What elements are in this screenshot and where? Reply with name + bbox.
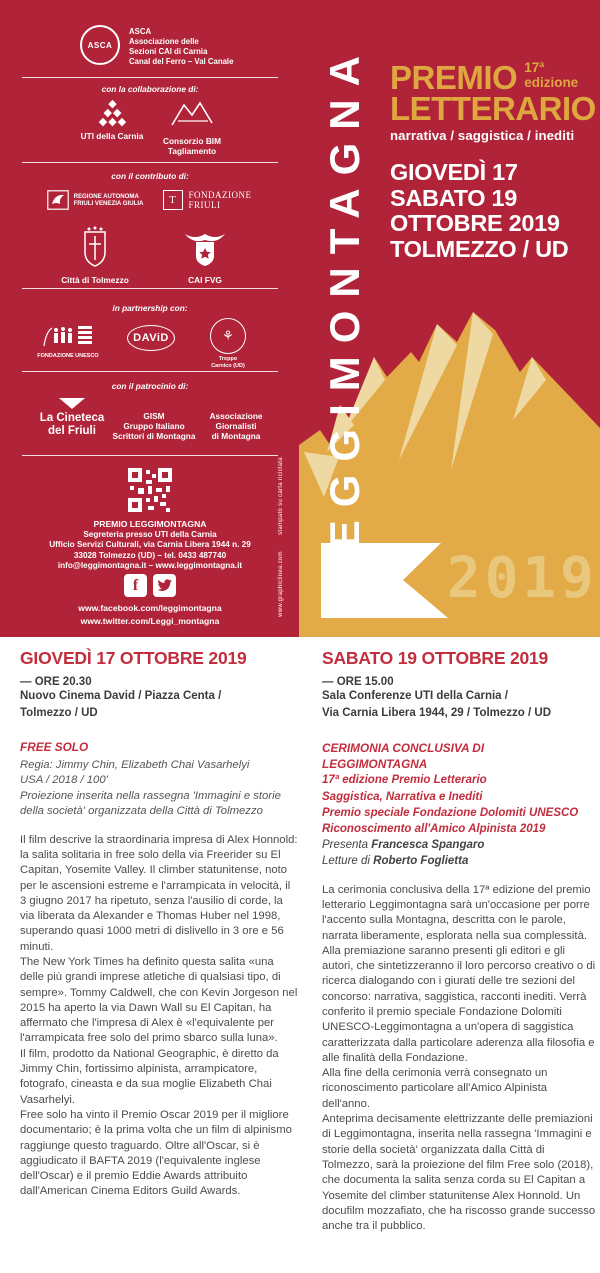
patrocinio-heading: con il patrocinio di: — [111, 381, 189, 391]
facebook-icon[interactable]: f — [124, 574, 147, 597]
asca-line: Canal del Ferro – Val Canale — [129, 57, 234, 66]
treppo-emblem-icon: ⚘ — [210, 318, 246, 354]
date-line: SABATO 19 — [390, 184, 518, 211]
contact-email-web[interactable]: info@leggimontagna.it – www.leggimontagna.it — [57, 561, 243, 571]
film-credit-rassegna: Proiezione inserita nella rassegna 'Immagini e storie della società' organizzata della Città di Tolmezzo — [20, 789, 281, 818]
thursday-body — [20, 833, 298, 1200]
cai-fvg-logo: CAI FVG — [155, 226, 255, 285]
regione-fvg-logo: REGIONE AUTONOMA FRIULI VENEZIA GIULIA — [40, 190, 150, 210]
premio-title-line2: LETTERARIO — [390, 90, 596, 127]
uti-diamonds-icon: ◆ ◆ ◆ ◆ ◆ ◆ — [98, 98, 126, 128]
consorzio-bim-logo: Consorzio BIM Tagliamento — [142, 99, 242, 156]
event-saturday — [322, 648, 598, 1234]
saturday-venue-line: Sala Conferenze UTI della Carnia / — [322, 690, 508, 702]
contact-block — [10, 519, 290, 572]
reader-name: Roberto Foglietta — [373, 855, 469, 868]
bim-mountain-icon — [170, 99, 214, 127]
thursday-time: — ORE 20.30 — [20, 676, 92, 688]
paragraph: Anteprima decisamente elettrizzante delle premiazioni di Leggimontagna, inserita nella rassegna 'Immagini e storie della società' organizzata dalla Città di Tolmezzo, sarà la proiezione del film Free solo (2018), che documenta la salita senza corda su El Capitan a Yosemite del climber statunitense Alex Honnold. Un docufilm mozzafiato, che ha riscosso grande successo anche tra il pubblico. — [322, 1113, 596, 1233]
contact-line: Ufficio Servizi Culturali, via Carnia Libera 1944 n. 29 — [49, 540, 251, 550]
asca-logo: ASCA — [80, 25, 120, 65]
divider — [22, 77, 278, 78]
tolmezzo-crest-icon — [82, 226, 108, 268]
social-urls — [0, 602, 300, 627]
contact-line: Segreteria presso UTI della Carnia — [83, 529, 217, 539]
fondazione-friuli-logo: T FONDAZIONE FRIULI — [152, 190, 262, 210]
saturday-venue-line: Via Carnia Libera 1944, 29 / Tolmezzo / UD — [322, 706, 552, 719]
recycled-paper-note: stampato su carta riciclata — [278, 457, 284, 535]
film-info-block — [20, 740, 298, 820]
contact-title: PREMIO LEGGIMONTAGNA — [93, 519, 207, 529]
thursday-venue-line: Nuovo Cinema David / Piazza Centa / — [20, 690, 222, 702]
dolomiti-unesco-logo: FONDAZIONE UNESCO — [30, 322, 106, 360]
divider — [22, 288, 278, 289]
asca-line: Sezioni CAI di Carnia — [129, 47, 208, 56]
cineteca-friuli-logo: La Cineteca del Friuli — [22, 398, 122, 438]
contact-line: 33028 Tolmezzo (UD) – tel. 0433 487740 — [73, 550, 227, 560]
film-title: FREE SOLO — [20, 740, 89, 754]
paragraph: The New York Times ha definito questa salita «una delle più grandi imprese atletiche di qualsiasi tipo, di sempre». Tommy Caldwell, che con Kevin Jorgeson nel 2015 ha aperto la via Dawn Wall su El Capitan, ha affermato che l'impresa di Alex è «l'equivalente per l'arrampicata free solo del primo sbarco sulla luna». — [20, 956, 298, 1045]
asca-line: Associazione delle — [129, 37, 199, 46]
reader-line: Letture di Roberto Foglietta — [322, 855, 469, 868]
social-icons — [0, 574, 300, 597]
saturday-time: — ORE 15.00 — [322, 676, 394, 688]
collab-heading: con la collaborazione di: — [101, 84, 199, 94]
giornalisti-montagna-label: Associazione Giornalisti di Montagna — [209, 411, 263, 441]
facebook-url[interactable]: www.facebook.com/leggimontagna — [78, 603, 222, 613]
premio-title-line1: PREMIO — [390, 59, 518, 96]
ceremony-detail-line: Riconoscimento all'Amico Alpinista 2019 — [322, 823, 546, 836]
printer-credit-note: www.graphiclinea.com — [278, 551, 284, 617]
gism-label: GISM Gruppo Italiano Scrittori di Montagna — [112, 411, 196, 441]
event-dates — [390, 160, 596, 262]
dolomiti-figures-icon — [42, 322, 94, 348]
qr-code[interactable] — [126, 466, 174, 514]
ceremony-title-line: LEGGIMONTAGNA — [322, 757, 428, 772]
thursday-title: GIOVEDÌ 17 OTTOBRE 2019 — [20, 648, 247, 668]
divider — [22, 371, 278, 372]
partner-heading: in partnership con: — [112, 303, 188, 313]
uti-carnia-logo: ◆ ◆ ◆ ◆ ◆ ◆ UTI della Carnia — [62, 100, 162, 141]
paragraph: Il film, prodotto da National Geographic, è diretto da Jimmy Chin, fortissimo alpinista, arrampicatore, fotografo, cineasta e da sua moglie Elizabeth Chai Vasarhelyi. — [20, 1047, 279, 1106]
paragraph: Free solo ha vinto il Premio Oscar 2019 per il migliore documentario; è la prima volta che un film di alpinismo raggiunge questo traguardo. Oltre all'Oscar, si è aggiudicato il BAFTA 2019 (l'equivalente inglese dell'Oscar) e il premio Eddie Awards attribuito dall'American Cinema Editors Guild Awards. — [20, 1108, 292, 1198]
asca-logo-block — [80, 25, 233, 67]
divider — [22, 162, 278, 163]
twitter-url[interactable]: www.twitter.com/Leggi_montagna — [80, 615, 220, 626]
thursday-venue-line: Tolmezzo / UD — [20, 706, 98, 719]
divider — [22, 455, 278, 456]
tolmezzo-label: Città di Tolmezzo — [61, 275, 129, 285]
ceremony-title-line: CERIMONIA CONCLUSIVA DI — [322, 741, 485, 755]
asca-name: ASCA — [129, 27, 152, 36]
cineteca-triangle-icon — [59, 398, 85, 409]
edition-label: 17ª edizione — [524, 60, 579, 90]
film-credit-regia: Regia: Jimmy Chin, Elizabeth Chai Vasarhelyi — [20, 759, 250, 771]
cinema-david-logo: DAViD — [127, 325, 173, 351]
date-line: TOLMEZZO / UD — [390, 235, 569, 262]
film-credit-country: USA / 2018 / 100' — [20, 774, 108, 787]
categories-tagline: narrativa / saggistica / inediti — [390, 128, 575, 143]
ceremony-detail-line: Premio speciale Fondazione Dolomiti UNESCO — [322, 806, 579, 819]
date-line: OTTOBRE 2019 — [390, 210, 560, 236]
fondazione-friuli-icon: T — [163, 190, 183, 210]
tolmezzo-crest-logo — [45, 226, 145, 273]
date-line: GIOVEDÌ 17 — [390, 159, 518, 185]
cai-eagle-icon — [183, 226, 227, 268]
twitter-icon[interactable] — [153, 574, 176, 597]
ceremony-detail-line: Saggistica, Narrativa e Inediti — [322, 790, 483, 803]
ceremony-info-block — [322, 740, 598, 870]
treppo-carnico-logo: ⚘ Treppo Carnico (UD) — [198, 318, 258, 369]
paragraph: Alla fine della cerimonia verrà consegnato un riconoscimento particolare all'Amico Alpinista dell'anno. — [322, 1067, 548, 1110]
regione-eagle-icon — [47, 190, 69, 210]
year-badge: 2019 — [447, 546, 598, 611]
ceremony-detail-line: 17ª edizione Premio Letterario — [322, 774, 487, 787]
vertical-brand-title: LEGGIMONTAGNA — [321, 43, 368, 587]
program-section — [0, 637, 600, 1273]
paragraph: Il film descrive la straordinaria impresa di Alex Honnold: la salita solitaria in free solo della via Freerider su El Capitan, Yosemite Valley. Il climber statunitense, noto per le ascensioni estreme e l'arrampicata in velocità, il 3 giugno 2017 ha ripetuto, senza l'ausilio di corde, la via liberata da Alexander e Thomas Huber nel 1998, superando quasi 1000 metri di dislivello in 3 ore e 56 minuti. — [20, 833, 298, 953]
saturday-body — [322, 883, 598, 1235]
event-thursday — [20, 648, 298, 1200]
presenter-name: Francesca Spangaro — [371, 839, 485, 852]
paragraph: La cerimonia conclusiva della 17ª edizione del premio letterario Leggimontagna sarà un'occasione per porre l'accento sulla Montagna, descritta con le parole, narrata liberamente, esplorata nella sua complessità. Alla premiazione saranno presenti gli editori e gli autori, che sintetizzeranno il loro percorso creativo o di ricerca dialogando con i giurati delle tre sezioni del concorso: narrativa, saggistica, racconti inediti. Verrà conferito il premio speciale Fondazione Dolomiti UNESCO-Leggimontagna a un'opera di saggistica caratterizzata dalla particolare aderenza alla filosofia e alle finalità della Fondazione. — [322, 883, 596, 1064]
presenter-line: Presenta Francesca Spangaro — [322, 839, 485, 852]
hero-title-block — [390, 60, 596, 262]
contrib-heading: con il contributo di: — [111, 171, 189, 181]
saturday-title: SABATO 19 OTTOBRE 2019 — [322, 648, 549, 668]
